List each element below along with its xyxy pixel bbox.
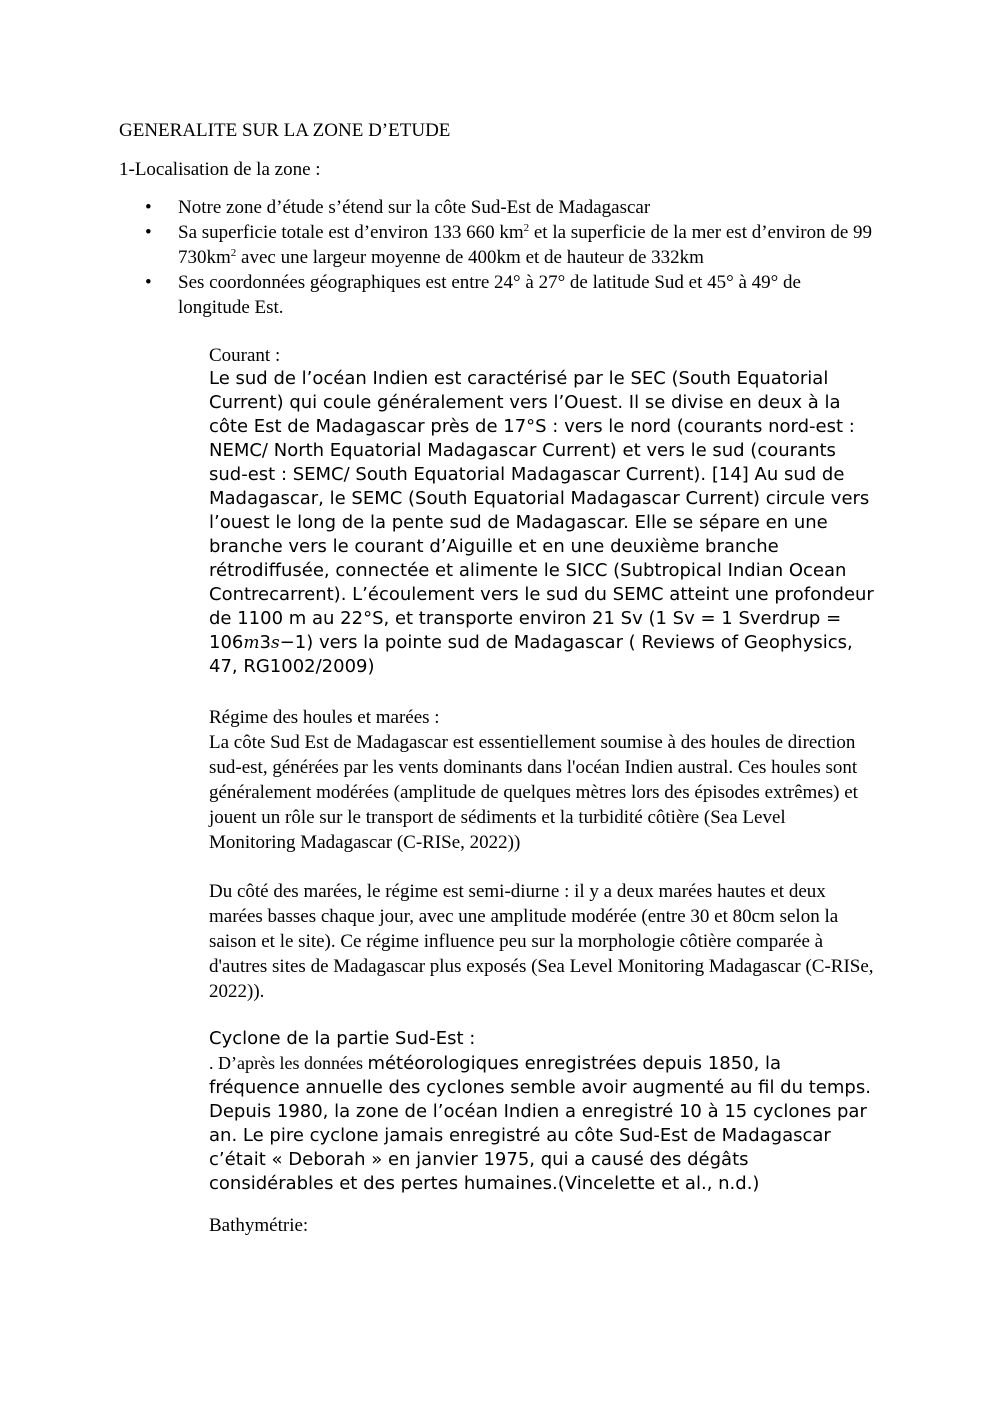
houles-heading: Régime des houles et marées :: [209, 707, 440, 728]
courant-heading: Courant :: [209, 345, 281, 366]
bullet-item: [145, 220, 875, 270]
marees-paragraph: Du côté des marées, le régime est semi-diurne : il y a deux marées hautes et deux marées basses chaque jour, avec une amplitude modérée (entre 30 et 80cm selon la saison et le site). Ce régime influence peu sur la morphologie côtière comparée à d'autres sites de Madagascar plus exposés (Sea Level Monitoring Madagascar (C-RISe, 2022)).: [209, 881, 874, 1002]
bullet-icon: •: [145, 197, 152, 218]
bullet-item: [145, 195, 875, 220]
bullet-icon: •: [145, 222, 152, 243]
document-title: GENERALITE SUR LA ZONE D’ETUDE: [119, 120, 451, 141]
bullet-icon: •: [145, 272, 152, 293]
bullet-text: Ses coordonnées géographiques est entre 24° à 27° de latitude Sud et 45° à 49° de longitude Est.: [178, 272, 801, 318]
localisation-bullet-list: [145, 195, 875, 320]
cyclone-heading: Cyclone de la partie Sud-Est :: [209, 1028, 476, 1049]
bullet-item: [145, 270, 875, 320]
bullet-text: Notre zone d’étude s’étend sur la côte Sud-Est de Madagascar: [178, 197, 651, 218]
bathymetrie-heading: Bathymétrie:: [209, 1215, 309, 1236]
section-heading-localisation: 1-Localisation de la zone :: [119, 159, 321, 180]
courant-paragraph: Le sud de l’océan Indien est caractérisé par le SEC (South Equatorial Current) qui coule généralement vers l’Ouest. Il se divise en deux à la côte Est de Madagascar près de 17°S : vers le nord (courants nord-est : NEMC/ North Equatorial Madagascar Current) et vers le sud (courants sud-est : SEMC/ South Equatorial Madagascar Current). [14] Au sud de Madagascar, le SEMC (South Equatorial Madagascar Current) circule vers l’ouest le long de la pente sud de Madagascar. Elle se sépare en une branche vers le courant d’Aiguille et en une deuxième branche rétrodiffusée, connectée et alimente le SICC (Subtropical Indian Ocean Contrecarrent). L’écoulement vers le sud du SEMC atteint une profondeur de 1100 m au 22°S, et transporte environ 21 Sv (1 Sv = 1 Sverdrup = 106m3s−1) vers la pointe sud de Madagascar ( Reviews of Geophysics, 47, RG1002/2009): [209, 368, 874, 677]
superscript: 2: [523, 222, 530, 234]
superscript: 2: [230, 247, 237, 259]
bullet-text: Sa superficie totale est d’environ 133 660 $km^2$ et la superficie de la mer est d’environ de 99 $730km^2$ avec une largeur moyenne de 400km et de hauteur de 332km: [178, 222, 873, 268]
houles-paragraph: La côte Sud Est de Madagascar est essentiellement soumise à des houles de direction sud-est, générées par les vents dominants dans l'océan Indien austral. Ces houles sont généralement modérées (amplitude de quelques mètres lors des épisodes extrêmes) et jouent un rôle sur le transport de sédiments et la turbidité côtière (Sea Level Monitoring Madagascar (C-RISe, 2022)): [209, 732, 858, 853]
cyclone-paragraph: . D’après les données météorologiques enregistrées depuis 1850, la fréquence annuelle des cyclones semble avoir augmenté au fil du temps. Depuis 1980, la zone de l’océan Indien a enregistré 10 à 15 cyclones par an. Le pire cyclone jamais enregistré au côte Sud-Est de Madagascar c’était « Deborah » en janvier 1975, qui a causé des dégâts considérables et des pertes humaines.(Vincelette et al., n.d.): [209, 1053, 871, 1194]
